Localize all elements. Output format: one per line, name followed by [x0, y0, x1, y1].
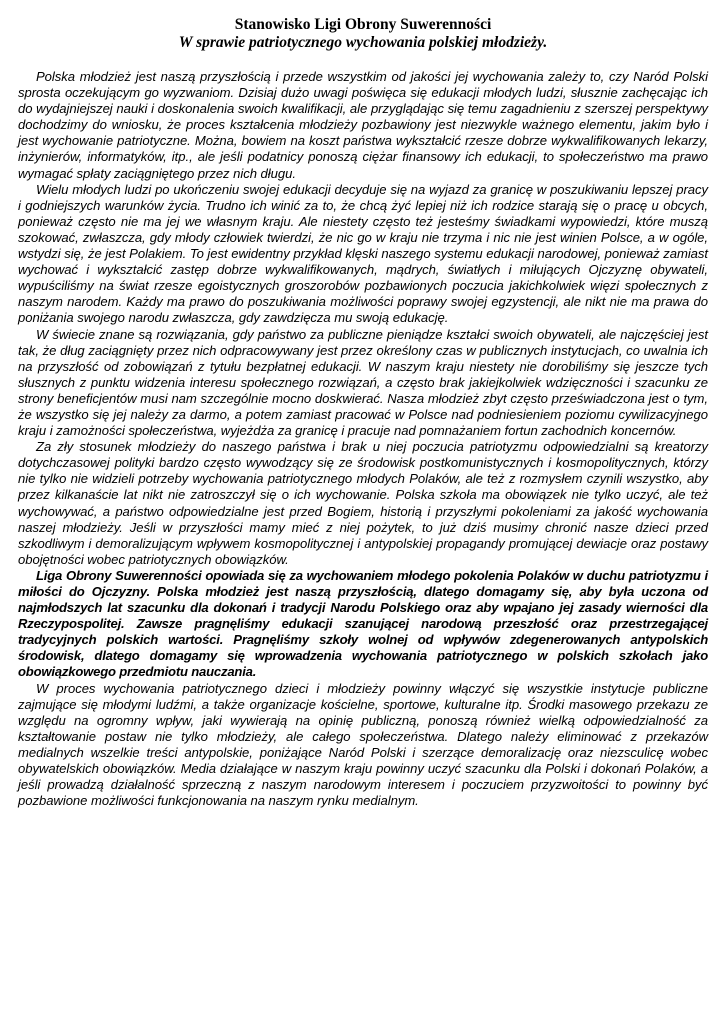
paragraph-intro: Polska młodzież jest naszą przyszłością i przede wszystkim od jakości jej wychowania zależy to, czy Naród Polski sprosta oczekującym go wyzwaniom. Dzisiaj dużo uwagi poświęca się edukacji młodych ludzi, słusznie zachęcając ich do wydajniejszej nauki i doskonalenia swoich kwalifikacji, ale przyglądając się temu zagadnieniu z szerszej perspektywy dochodzimy do wniosku, że proces kształcenia młodzieży pozbawiony jest niezwykle ważnego elementu, jakim było i jest wychowanie patriotyczne. Można, bowiem na koszt państwa wykształcić rzesze dobrze wykwalifikowanych lekarzy, inżynierów, informatyków, itp., ale jeśli podatnicy ponoszą ciężar finansowy ich edukacji, to społeczeństwo ma prawo wymagać spłaty zaciągniętego przez nich długu.	[18, 69, 708, 181]
paragraph-media: W proces wychowania patriotycznego dzieci i młodzieży powinny włączyć się wszystkie instytucje publiczne zajmujące się młodymi ludźmi, a także organizacje kościelne, sportowe, kulturalne itp. Środki masowego przekazu ze względu na ogromny wpływ, jaki wywierają na opinię publiczną, ponoszą również wielką odpowiedzialność za kształtowanie postaw nie tylko młodzieży, ale całego społeczeństwa. Dlatego należy eliminować z przekazów medialnych wszelkie treści antypolskie, poniżające Naród Polski i szerzące demoralizację oraz niezsculicę wobec obywatelskich obowiązków. Media działające w naszym kraju powinny uczyć szacunku dla Polski i dokonań Polaków, a jeśli prowadzą działalność sprzeczną z naszym narodowym interesem i poczuciem przyzwoitości to powinny być pozbawione możliwości funkcjonowania na naszym rynku medialnym.	[18, 680, 708, 809]
paragraph-responsibility: Za zły stosunek młodzieży do naszego państwa i brak u niej poczucia patriotyzmu odpowiedzialni są kreatorzy dotychczasowej polityki bardzo często wywodzący się ze środowisk postkomunistycznych i kosmopolitycznych, którzy nie tylko nie widzieli potrzeby wychowania patriotycznego młodych Polaków, ale też z rozmysłem czynili wszystko, aby przez kilkanaście lat nikt nie zatroszczył się o ich wychowanie. Polska szkoła ma obowiązek nie tylko uczyć, ale też wychowywać, a państwo odpowiedzialne jest przed Bogiem, historią i przyszłymi pokoleniami za jakość wychowania naszej młodzieży. Jeśli w przyszłości mamy mieć z niej pożytek, to już dziś musimy chronić nasze dzieci przed szkodliwym i demoralizującym wpływem kosmopolitycznej i antypolskiej propagandy promującej dewiacje oraz postawy obojętności wobec patriotycznych obowiązków.	[18, 439, 708, 567]
document-subtitle: W sprawie patriotycznego wychowania polskiej młodzieży.	[178, 34, 548, 51]
document-page	[18, 16, 708, 809]
document-title: Stanowisko Ligi Obrony Suwerenności	[234, 16, 492, 33]
paragraph-emigration: Wielu młodych ludzi po ukończeniu swojej edukacji decyduje się na wyjazd za granicę w poszukiwaniu lepszej pracy i godniejszych warunków życia. Trudno ich winić za to, że chcą żyć lepiej niż ich rodzice starają się o pracę u obcych, ponieważ często nie ma jej we własnym kraju. Ale niestety często też jesteśmy świadkami wypowiedzi, które muszą szokować, zwłaszcza, gdy młody człowiek twierdzi, że nic go w kraju nie trzyma i nic nie jest winien Polsce, a w ogóle, wstydzi się, że jest Polakiem. To jest ewidentny przykład klęski naszego systemu edukacji narodowej, ponieważ zamiast wychować i wykształcić zastęp dobrze wykwalifikowanych, mądrych, światłych i miłujących Ojczyznę obywateli, wypuściliśmy na świat rzesze egoistycznych groszorobów pozbawionych poczucia jakichkolwiek więzi społecznych z naszym narodem. Każdy ma prawo do poszukiwania możliwości poprawy swojej egzystencji, ale nikt nie ma prawa do poniżania swojego narodu zwłaszcza, gdy zawdzięcza mu swoją edukację.	[18, 181, 708, 326]
paragraph-league-position: Liga Obrony Suwerenności opowiada się za wychowaniem młodego pokolenia Polaków w duchu patriotyzmu i miłości do Ojczyzny. Polska młodzież jest naszą przyszłością, dlatego domagamy się, aby była uczona od najmłodszych lat szacunku dla dokonań i tradycji Narodu Polskiego oraz aby wpajano jej zasady wierności dla Rzeczypospolitej. Zawsze pragnęliśmy edukacji szanującej narodową przeszłość oraz przestrzegającej tradycyjnych polskich wartości. Pragnęliśmy szkoły wolnej od wpływów zdegenerowanych antypolskich środowisk, dlatego domagamy się wprowadzenia wychowania patriotycznego w polskich szkołach jako obowiązkowego przedmiotu nauczania.	[18, 567, 708, 680]
paragraph-education-debt: W świecie znane są rozwiązania, gdy państwo za publiczne pieniądze kształci swoich obywateli, ale najczęściej jest tak, że dług zaciągnięty przez nich odpracowywany jest przez określony czas w publicznych instytucjach, co uwalnia ich na przyszłość od zobowiązań z tytułu bezpłatnej edukacji. W naszym kraju niestety nie dorobiliśmy się jeszcze tych słusznych z punktu widzenia interesu społecznego rozwiązań, a często brak jakiejkolwiek wdzięczności i szacunku ze strony beneficjentów musi nam szczególnie mocno doskwierać. Nasza młodzież zbyt często przeświadczona jest o tym, że wszystko się jej należy za darmo, a potem zamiast pracować w Polsce nad podniesieniem poziomu cywilizacyjnego kraju i zamożności społeczeństwa, wyjeżdża za granicę i pracuje nad pomnażaniem fortun zachodnich koncernów.	[18, 326, 708, 439]
